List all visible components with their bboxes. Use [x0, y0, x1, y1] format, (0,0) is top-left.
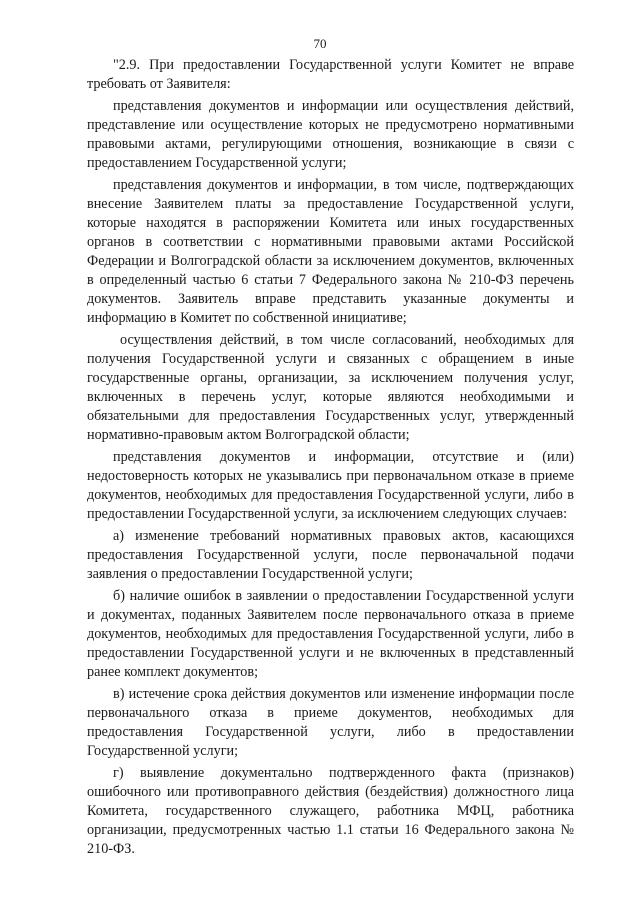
paragraph-intro: "2.9. При предоставлении Государственной услуги Комитет не вправе требовать от Заявителя: [87, 57, 574, 92]
page-number: 70 [313, 36, 327, 51]
paragraph-item: осуществления действий, в том числе согласований, необходимых для получения Государственной услуги и связанных с обращением в иные государственные органы, организации, за исключением получения услуг, включенных в перечень услуг, которые являются необходимыми и обязательными для предоставления Государственных услуг, утвержденный нормативно-правовым актом Волгоградской области; [87, 332, 574, 443]
paragraph-subitem-a: а) изменение требований нормативных правовых актов, касающихся предоставления Государственной услуги, после первоначальной подачи заявления о предоставлении Государственной услуги; [87, 528, 574, 582]
paragraph-subitem-c: в) истечение срока действия документов или изменение информации после первоначального отказа в приеме документов, необходимых для предоставления Государственной услуги, либо в предоставлении Государственной услуги; [87, 686, 574, 759]
paragraph-subitem-d: г) выявление документально подтвержденного факта (признаков) ошибочного или противоправного действия (бездействия) должностного лица Комитета, государственного служащего, работника МФЦ, работника организации, предусмотренных частью 1.1 статьи 16 Федерального закона № 210-ФЗ. [87, 765, 574, 857]
paragraph-item: представления документов и информации, в том числе, подтверждающих внесение Заявителем платы за предоставление Государственной услуги, которые находятся в распоряжении Комитета или иных государственных органов в соответствии с нормативными правовыми актами Российской Федерации и Волгоградской области за исключением документов, включенных в определенный частью 6 статьи 7 Федерального закона № 210-ФЗ перечень документов. Заявитель вправе представить указанные документы и информацию в Комитет по собственной инициативе; [87, 177, 574, 326]
paragraph-subitem-b: б) наличие ошибок в заявлении о предоставлении Государственной услуги и документах, поданных Заявителем после первоначального отказа в приеме документов, необходимых для предоставления Государственной услуги, либо в предоставлении Государственной услуги и не включенных в представленный ранее комплект документов; [87, 588, 574, 680]
paragraph-item: представления документов и информации, отсутствие и (или) недостоверность которых не указывались при первоначальном отказе в приеме документов, необходимых для предоставления Государственной услуги, либо в предоставлении Государственной услуги, за исключением следующих случаев: [87, 449, 574, 522]
paragraph-item: представления документов и информации или осуществления действий, представление или осуществление которых не предусмотрено нормативными правовыми актами, регулирующими отношения, возникающие в связи с предоставлением Государственной услуги; [87, 98, 574, 171]
document-body [87, 56, 574, 862]
